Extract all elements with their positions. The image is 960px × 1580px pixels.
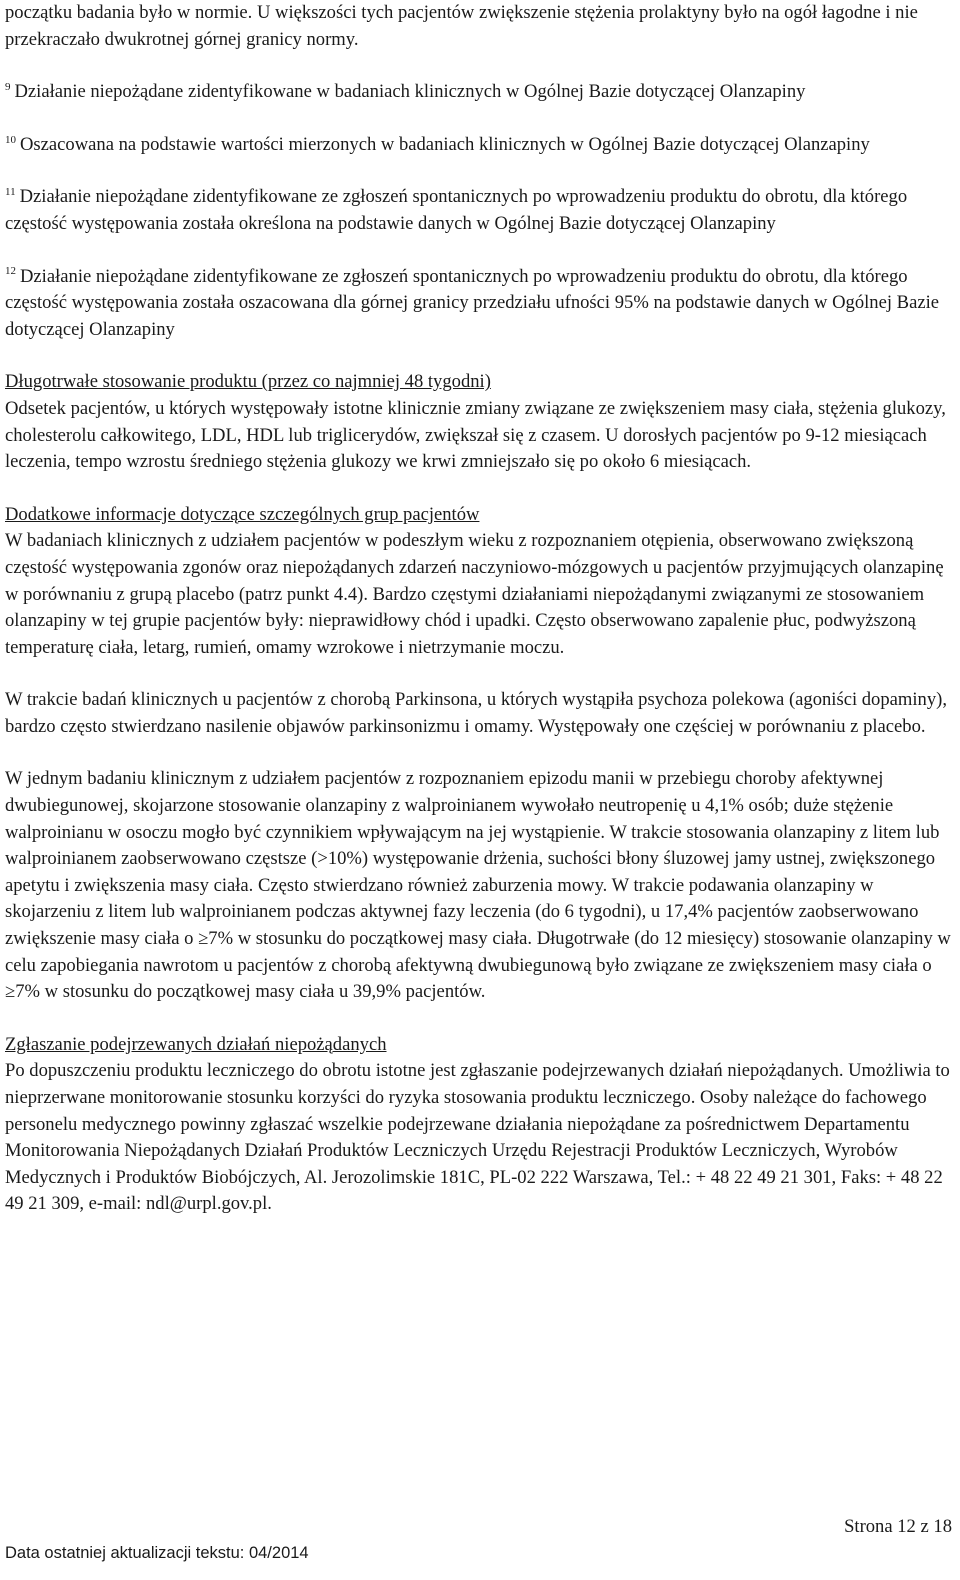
update-date: Data ostatniej aktualizacji tekstu: 04/2014 <box>5 1544 309 1562</box>
footnote-number: 9 <box>5 81 11 93</box>
reporting-heading: Zgłaszanie podejrzewanych działań niepożądanych <box>5 1033 387 1055</box>
footnote-number: 12 <box>5 265 16 278</box>
document-page <box>5 0 955 1218</box>
page-number: Strona 12 z 18 <box>844 1516 952 1537</box>
footnote-12 <box>5 264 955 344</box>
special-groups-heading: Dodatkowe informacje dotyczące szczególnych grup pacjentów <box>5 503 480 525</box>
footnote-10 <box>5 132 955 159</box>
footnote-text: Oszacowana na podstawie wartości mierzonych w badaniach klinicznych w Ogólnej Bazie dotyczącej Olanzapiny <box>20 133 870 155</box>
footnote-text: Działanie niepożądane zidentyfikowane ze zgłoszeń spontanicznych po wprowadzeniu produktu do obrotu, dla którego częstość występowania została określona na podstawie danych w Ogólnej Bazie dotyczącej Olanzapiny <box>5 186 908 234</box>
long-term-heading: Długotrwałe stosowanie produktu (przez co najmniej 48 tygodni) <box>5 371 491 393</box>
footnote-text: Działanie niepożądane zidentyfikowane w badaniach klinicznych w Ogólnej Bazie dotyczącej Olanzapiny <box>14 81 806 103</box>
special-groups-paragraph: W badaniach klinicznych z udziałem pacjentów w podeszłym wieku z rozpoznaniem otępienia, obserwowano zwiększoną częstość występowania zgonów oraz niepożądanych zdarzeń naczyniowo-mózgowych u pacjentów przyjmujących olanzapinę w porównaniu z grupą placebo (patrz punkt 4.4). Bardzo częstymi działaniami niepożądanymi związanymi ze stosowaniem olanzapiny w tej grupie pacjentów były: nieprawidłowy chód i upadki. Często obserwowano zapalenie płuc, podwyższoną temperaturę ciała, letarg, rumień, omamy wzrokowe i nietrzymanie moczu. <box>5 530 944 658</box>
footnote-11 <box>5 184 955 237</box>
reporting-text: Po dopuszczeniu produktu leczniczego do obrotu istotne jest zgłaszanie podejrzewanych działań niepożądanych. Umożliwia to nieprzerwane monitorowanie stosunku korzyści do ryzyka stosowania produktu leczniczego. Osoby należące do fachowego personelu medycznego powinny zgłaszać wszelkie podejrzewane działania niepożądane za pośrednictwem Departamentu Monitorowania Niepożądanych Działań Produktów Leczniczych Urzędu Rejestracji Produktów Leczniczych, Wyrobów Medycznych i Produktów Biobójczych, Al. Jerozolimskie 181C, PL-02 222 Warszawa, Tel.: + 48 22 49 21 301, Faks: + 48 22 49 21 309, e-mail: ndl@urpl.gov.pl. <box>5 1060 950 1215</box>
special-groups-paragraph: W trakcie badań klinicznych u pacjentów z chorobą Parkinsona, u których wystąpiła psychoza polekowa (agoniści dopaminy), bardzo często stwierdzano nasilenie objawów parkinsonizmu i omamy. Występowały one częściej w porównaniu z placebo. <box>5 689 947 737</box>
intro-continuation: początku badania było w normie. U większości tych pacjentów zwiększenie stężenia prolaktyny było na ogół łagodne i nie przekraczało dwukrotnej górnej granicy normy. <box>5 2 918 50</box>
footnote-number: 10 <box>5 133 16 146</box>
footnote-9 <box>5 79 955 106</box>
footnote-text: Działanie niepożądane zidentyfikowane ze zgłoszeń spontanicznych po wprowadzeniu produktu do obrotu, dla którego częstość występowania została oszacowana dla górnej granicy przedziału ufności 95% na podstawie danych w Ogólnej Bazie dotyczącej Olanzapiny <box>5 265 939 340</box>
special-groups-paragraph: W jednym badaniu klinicznym z udziałem pacjentów z rozpoznaniem epizodu manii w przebiegu choroby afektywnej dwubiegunowej, skojarzone stosowanie olanzapiny z walproinianem wywołało neutropenię u 4,1% osób; duże stężenie walproinianu w osoczu mogło być czynnikiem wpływającym na jej wystąpienie. W trakcie stosowania olanzapiny z litem lub walproinianem zaobserwowano częstsze (>10%) występowanie drżenia, suchości błony śluzowej jamy ustnej, zwiększonego apetytu i zwiększenia masy ciała. Często stwierdzano również zaburzenia mowy. W trakcie podawania olanzapiny w skojarzeniu z litem lub walproinianem podczas aktywnej fazy leczenia (do 6 tygodni), u 17,4% pacjentów zaobserwowano zwiększenie masy ciała o ≥7% w stosunku do początkowej masy ciała. Długotrwałe (do 12 miesięcy) stosowanie olanzapiny w celu zapobiegania nawrotom u pacjentów z chorobą afektywną dwubiegunową było związane ze zwiększeniem masy ciała o ≥7% w stosunku do początkowej masy ciała u 39,9% pacjentów. <box>5 768 951 1003</box>
long-term-text: Odsetek pacjentów, u których występowały istotne klinicznie zmiany związane ze zwiększeniem masy ciała, stężenia glukozy, cholesterolu całkowitego, LDL, HDL lub triglicerydów, zwiększał się z czasem. U dorosłych pacjentów po 9-12 miesiącach leczenia, tempo wzrostu średniego stężenia glukozy we krwi zmniejszało się po około 6 miesiącach. <box>5 397 946 473</box>
footnote-number: 11 <box>5 186 16 199</box>
